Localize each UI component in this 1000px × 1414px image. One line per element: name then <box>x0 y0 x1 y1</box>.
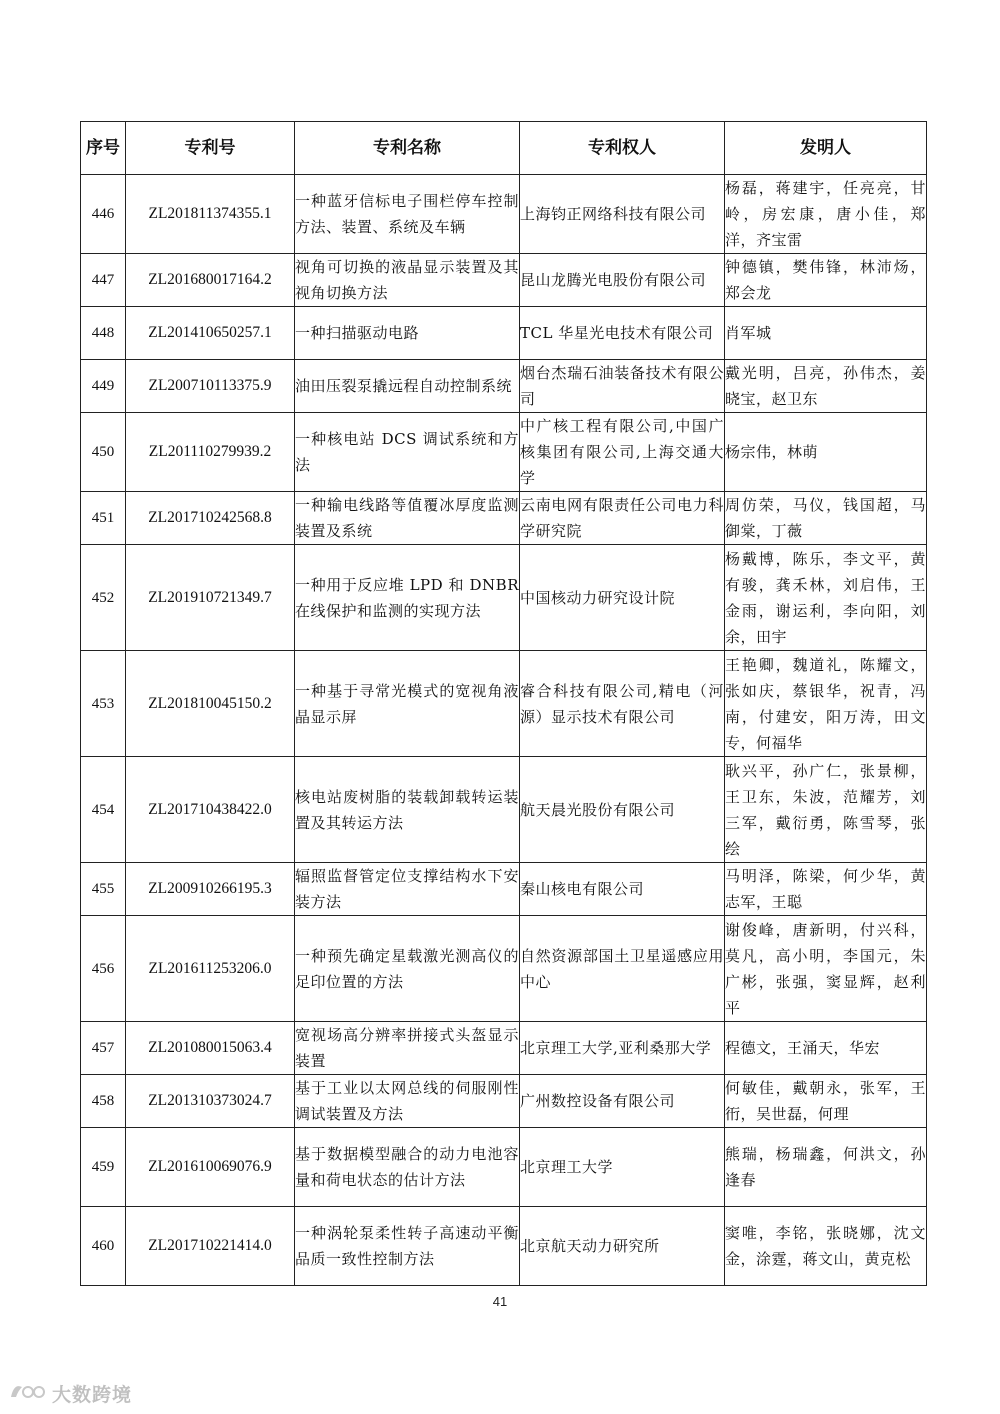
row-inventors: 何敏佳，戴朝永，张军，王衎，吴世磊，何理 <box>725 1075 927 1128</box>
row-patent-name: 基于数据模型融合的动力电池容量和荷电状态的估计方法 <box>295 1128 520 1207</box>
row-inventors: 耿兴平，孙广仁，张景柳，王卫东，朱波，范耀芳，刘三军，戴衍勇，陈雪琴，张绘 <box>725 757 927 863</box>
row-inventors: 谢俊峰，唐新明，付兴科，莫凡，高小明，李国元，朱广彬，张强，窦显辉，赵利平 <box>725 916 927 1022</box>
row-patent-name: 一种蓝牙信标电子围栏停车控制方法、装置、系统及车辆 <box>295 175 520 254</box>
row-patent-number: ZL201710438422.0 <box>126 757 295 863</box>
row-patent-name: 视角可切换的液晶显示装置及其视角切换方法 <box>295 254 520 307</box>
watermark <box>8 1380 132 1407</box>
row-patent-owner: 北京理工大学,亚利桑那大学 <box>520 1022 725 1075</box>
row-index: 459 <box>81 1128 126 1207</box>
row-patent-number: ZL201810045150.2 <box>126 651 295 757</box>
row-patent-number: ZL201910721349.7 <box>126 545 295 651</box>
row-index: 454 <box>81 757 126 863</box>
row-inventors: 杨磊，蒋建宇，任亮亮，甘岭，房宏康，唐小佳，郑洋，齐宝雷 <box>725 175 927 254</box>
table-header-row <box>81 122 927 175</box>
row-patent-name: 一种涡轮泵柔性转子高速动平衡品质一致性控制方法 <box>295 1207 520 1286</box>
row-index: 449 <box>81 360 126 413</box>
header-index: 序号 <box>81 122 126 175</box>
row-patent-owner: 中广核工程有限公司,中国广核集团有限公司,上海交通大学 <box>520 413 725 492</box>
row-inventors: 程德文，王涌天，华宏 <box>725 1022 927 1075</box>
table-row <box>81 757 927 863</box>
row-patent-number: ZL201310373024.7 <box>126 1075 295 1128</box>
row-patent-owner: 广州数控设备有限公司 <box>520 1075 725 1128</box>
table-row <box>81 492 927 545</box>
row-patent-name: 油田压裂泵撬远程自动控制系统 <box>295 360 520 413</box>
row-patent-owner: 烟台杰瑞石油装备技术有限公司 <box>520 360 725 413</box>
row-index: 451 <box>81 492 126 545</box>
row-patent-owner: 北京航天动力研究所 <box>520 1207 725 1286</box>
row-patent-number: ZL201610069076.9 <box>126 1128 295 1207</box>
row-inventors: 钟德镇，樊伟锋，林沛炀，郑会龙 <box>725 254 927 307</box>
row-inventors: 杨戴博，陈乐，李文平，黄有骏，龚禾林，刘启伟，王金雨，谢运利，李向阳，刘余，田宇 <box>725 545 927 651</box>
row-patent-number: ZL201710242568.8 <box>126 492 295 545</box>
table-row <box>81 175 927 254</box>
table-row <box>81 360 927 413</box>
row-patent-number: ZL200910266195.3 <box>126 863 295 916</box>
row-inventors: 窦唯，李铭，张晓娜，沈文金，涂霆，蒋文山，黄克松 <box>725 1207 927 1286</box>
row-index: 448 <box>81 307 126 360</box>
row-patent-number: ZL201811374355.1 <box>126 175 295 254</box>
row-patent-number: ZL201710221414.0 <box>126 1207 295 1286</box>
row-patent-name: 一种输电线路等值覆冰厚度监测装置及系统 <box>295 492 520 545</box>
header-patent-owner: 专利权人 <box>520 122 725 175</box>
row-patent-name: 一种基于寻常光模式的宽视角液晶显示屏 <box>295 651 520 757</box>
row-patent-owner: 昆山龙腾光电股份有限公司 <box>520 254 725 307</box>
row-patent-number: ZL201110279939.2 <box>126 413 295 492</box>
row-inventors: 熊瑞，杨瑞鑫，何洪文，孙逢春 <box>725 1128 927 1207</box>
row-inventors: 肖军城 <box>725 307 927 360</box>
row-inventors: 王艳卿，魏道礼，陈耀文，张如庆，蔡银华，祝青，冯南，付建安，阳万涛，田文专，何福华 <box>725 651 927 757</box>
table-row <box>81 863 927 916</box>
row-patent-number: ZL201680017164.2 <box>126 254 295 307</box>
row-inventors: 戴光明，吕亮，孙伟杰，姜晓宝，赵卫东 <box>725 360 927 413</box>
patent-table <box>80 121 927 1286</box>
row-patent-owner: 自然资源部国土卫星遥感应用中心 <box>520 916 725 1022</box>
row-index: 453 <box>81 651 126 757</box>
row-inventors: 马明泽，陈梁，何少华，黄志军，王聪 <box>725 863 927 916</box>
row-patent-owner: 上海钧正网络科技有限公司 <box>520 175 725 254</box>
row-index: 457 <box>81 1022 126 1075</box>
row-patent-owner: 睿合科技有限公司,精电（河源）显示技术有限公司 <box>520 651 725 757</box>
row-index: 446 <box>81 175 126 254</box>
watermark-text: 大数跨境 <box>52 1384 133 1406</box>
row-patent-name: 辐照监督管定位支撑结构水下安装方法 <box>295 863 520 916</box>
table-row <box>81 307 927 360</box>
row-patent-number: ZL201410650257.1 <box>126 307 295 360</box>
row-patent-number: ZL201080015063.4 <box>126 1022 295 1075</box>
row-patent-name: 核电站废树脂的装载卸载转运装置及其转运方法 <box>295 757 520 863</box>
row-patent-number: ZL201611253206.0 <box>126 916 295 1022</box>
table-row <box>81 1075 927 1128</box>
table-row <box>81 916 927 1022</box>
table-row <box>81 413 927 492</box>
row-patent-owner: 云南电网有限责任公司电力科学研究院 <box>520 492 725 545</box>
row-patent-owner: 秦山核电有限公司 <box>520 863 725 916</box>
row-index: 452 <box>81 545 126 651</box>
row-index: 455 <box>81 863 126 916</box>
row-index: 450 <box>81 413 126 492</box>
row-index: 456 <box>81 916 126 1022</box>
row-patent-name: 一种扫描驱动电路 <box>295 307 520 360</box>
row-inventors: 杨宗伟，林萌 <box>725 413 927 492</box>
table-row <box>81 1207 927 1286</box>
header-patent-name: 专利名称 <box>295 122 520 175</box>
table-row <box>81 1022 927 1075</box>
header-patent-number: 专利号 <box>126 122 295 175</box>
row-patent-owner: 中国核动力研究设计院 <box>520 545 725 651</box>
row-patent-owner: 航天晨光股份有限公司 <box>520 757 725 863</box>
row-index: 447 <box>81 254 126 307</box>
row-patent-name: 一种核电站 DCS 调试系统和方法 <box>295 413 520 492</box>
row-patent-owner: TCL 华星光电技术有限公司 <box>520 307 725 360</box>
row-index: 458 <box>81 1075 126 1128</box>
row-patent-number: ZL200710113375.9 <box>126 360 295 413</box>
table-row <box>81 254 927 307</box>
row-patent-name: 宽视场高分辨率拼接式头盔显示装置 <box>295 1022 520 1075</box>
watermark-logo-icon <box>8 1381 52 1406</box>
header-inventors: 发明人 <box>725 122 927 175</box>
row-index: 460 <box>81 1207 126 1286</box>
table-row <box>81 545 927 651</box>
table-row <box>81 651 927 757</box>
row-patent-owner: 北京理工大学 <box>520 1128 725 1207</box>
row-inventors: 周仿荣，马仪，钱国超，马御棠，丁薇 <box>725 492 927 545</box>
table-row <box>81 1128 927 1207</box>
row-patent-name: 一种预先确定星载激光测高仪的足印位置的方法 <box>295 916 520 1022</box>
row-patent-name: 基于工业以太网总线的伺服刚性调试装置及方法 <box>295 1075 520 1128</box>
row-patent-name: 一种用于反应堆 LPD 和 DNBR 在线保护和监测的实现方法 <box>295 545 520 651</box>
page-number: 41 <box>492 1294 508 1309</box>
